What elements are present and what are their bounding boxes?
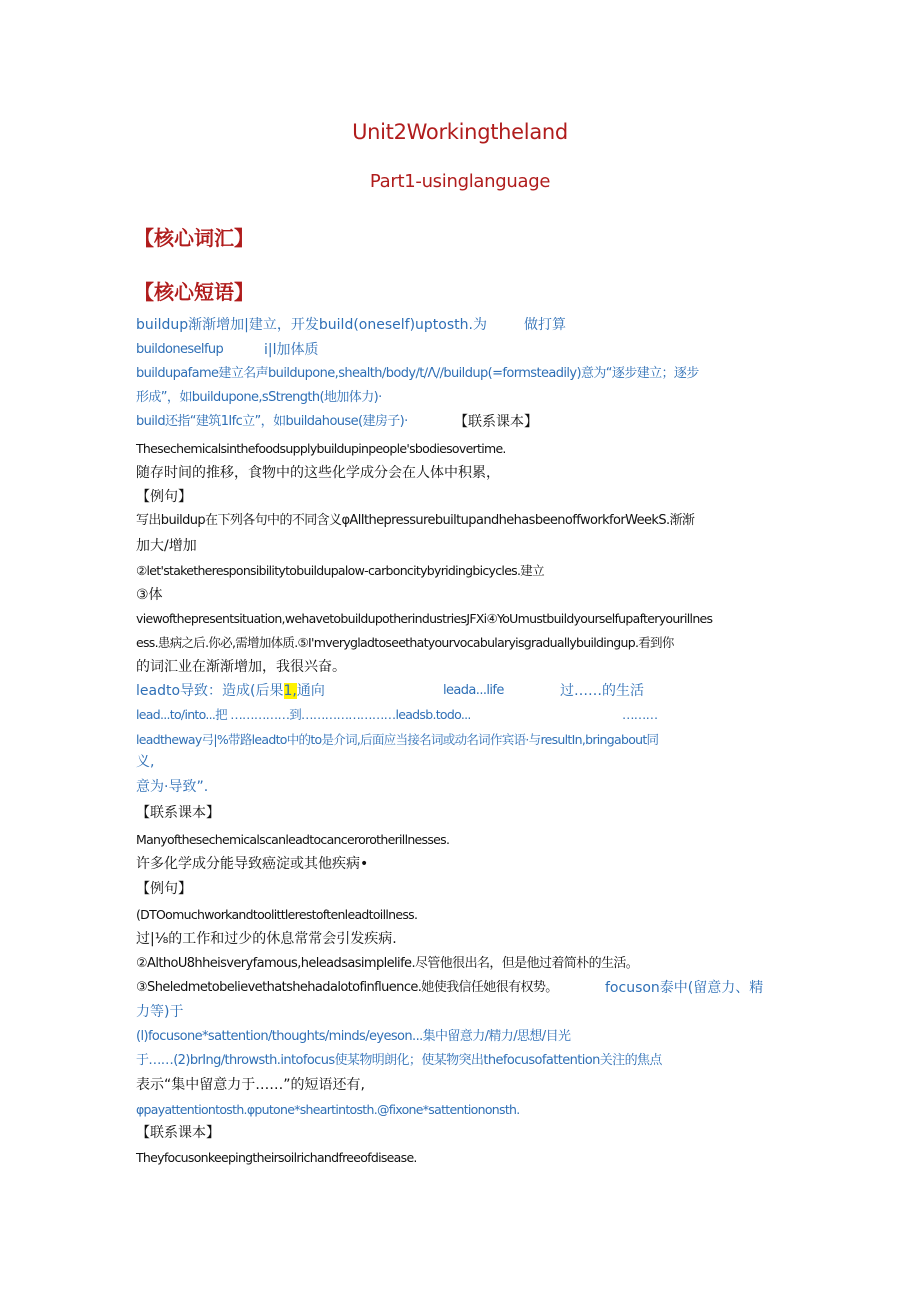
part-subtitle: Part1-usinglanguage bbox=[369, 171, 551, 192]
textbook-link-label: 【联系课本】 bbox=[136, 805, 220, 821]
phrase-note: 表示“集中留意力于……”的短语还有, bbox=[136, 1077, 365, 1093]
phrase-leadto-into: lead...to∕into...把 ……………到……………………leadsb.todo... bbox=[136, 707, 471, 722]
example-line: viewofthepresentsituation,wehavetobuildupotherindustriesJFXi④YoUmustbuildyourselfupafteryourillnes bbox=[136, 611, 713, 626]
phrase-focuson-attention: (l)focusone*sattention/thoughts/minds/eyeson...集中留意力/精力/思想/目光 bbox=[136, 1029, 571, 1044]
textbook-sentence-english: Theyfocusonkeepingtheirsoilrichandfreeofdisease. bbox=[136, 1150, 417, 1165]
phrase-buildupafame: buildupafame建立名声buildupone,shealth∕body∕t∕Λ∕∕buildup(=formsteadily)意为“逐步建立；逐步 bbox=[136, 366, 699, 381]
highlighted-mark: 1, bbox=[283, 683, 297, 699]
example-line: ③Sheledmetobelievethatshehadalotofinfluence.她使我信任她很有权势。 bbox=[136, 980, 558, 995]
phrase-bring-into-focus: 于……(2)brIng∕throwsth.intofocus使某物明朗化；使某物突出thefocusofattention关注的焦点 bbox=[136, 1053, 662, 1068]
phrase-leadalife-meaning: 过……的生活 bbox=[560, 683, 644, 699]
unit-title: Unit2Workingtheland bbox=[352, 120, 568, 144]
example-line: 的词汇业在渐渐增加，我很兴奋。 bbox=[136, 659, 346, 675]
example-line: 加大/增加 bbox=[136, 538, 197, 554]
textbook-link-label: 【联系课本】 bbox=[136, 1125, 220, 1141]
example-line: (DTOomuchworkandtoolittlerestoftenleadtoillness. bbox=[136, 907, 418, 922]
textbook-sentence-english: Thesechemicalsinthefoodsupplybuildupinpeople'sbodiesovertime. bbox=[136, 441, 506, 456]
phrase-leadto-text-tail: 通向 bbox=[296, 683, 325, 699]
example-label: 【例句】 bbox=[136, 881, 192, 897]
phrase-leadto bbox=[136, 682, 325, 700]
phrase-leadto-text: leadto导致：造成(后果 bbox=[136, 683, 284, 699]
textbook-sentence-chinese: 许多化学成分能导致癌淀或其他疾病• bbox=[136, 856, 369, 872]
example-line: ②let'staketheresponsibilitytobuildupalow-carboncitybyridingbicycles.建立 bbox=[136, 563, 544, 578]
phrase-leadtheway: leadtheway弓|%带路leadto中的to是介词,后面应当接名词或动名词作宾语·与resultIn,bringabout同 bbox=[136, 732, 659, 747]
example-label: 【例句】 bbox=[136, 489, 192, 505]
core-vocab-heading: 【核心词汇】 bbox=[134, 226, 254, 250]
textbook-link-label: 【联系课本】 bbox=[454, 414, 538, 430]
phrase-focuson: focuson泰中(留意力、精 bbox=[605, 980, 764, 996]
example-line: ②AlthoU8hheisveryfamous,heleadsasimplelife.尽管他很出名，但是他过着简朴的生活。 bbox=[136, 956, 639, 971]
example-line: ③体 bbox=[136, 587, 163, 603]
phrase-leadtheway-cont: 义, bbox=[136, 754, 155, 770]
phrase-synonyms: φpayattentiontosth.φputone*sheartintosth.@fixone*sattentiononsth. bbox=[136, 1102, 520, 1117]
core-phrases-heading: 【核心短语】 bbox=[134, 280, 254, 304]
phrase-buildup-definition-tail: 做打算 bbox=[524, 317, 566, 333]
textbook-sentence-english: Manyofthesechemicalscanleadtocancerorotherillnesses. bbox=[136, 832, 450, 847]
example-line: 过|⅛的工作和过少的休息常常会引发疾病. bbox=[136, 931, 397, 947]
phrase-leadtheway-meaning: 意为·导致”. bbox=[136, 779, 209, 795]
phrase-leadalife: leada...life bbox=[443, 683, 504, 698]
example-line: ess.患病之后.你必,需增加体质.⑤I'mverygladtoseethatyourvocabularyisgraduallybuildingup.看到你 bbox=[136, 635, 674, 650]
phrase-buildup-definition: buildup渐渐增加|建立，开发build(oneself)uptosth.为 bbox=[136, 317, 487, 333]
phrase-buildoneselfup: buildoneselfup bbox=[136, 342, 224, 357]
phrase-dots: ……… bbox=[622, 707, 658, 722]
phrase-buildoneselfup-meaning: i|l加体质 bbox=[264, 342, 319, 358]
textbook-sentence-chinese: 随存时间的推移，食物中的这些化学成分会在人体中积累， bbox=[136, 465, 500, 481]
example-line: 写出buildup在下列各句中的不同含义φAlIthepressurebuiltupandhehasbeenoffworkforWeekS.渐渐 bbox=[136, 513, 695, 528]
phrase-buildup-example: 形成”，如buildupone,sStrength(地加体力)· bbox=[136, 390, 382, 405]
phrase-focuson-cont: 力等)于 bbox=[136, 1004, 184, 1020]
phrase-build-house: build还指“建筑1Ifc立”，如buildahouse(建房子)· bbox=[136, 414, 408, 429]
